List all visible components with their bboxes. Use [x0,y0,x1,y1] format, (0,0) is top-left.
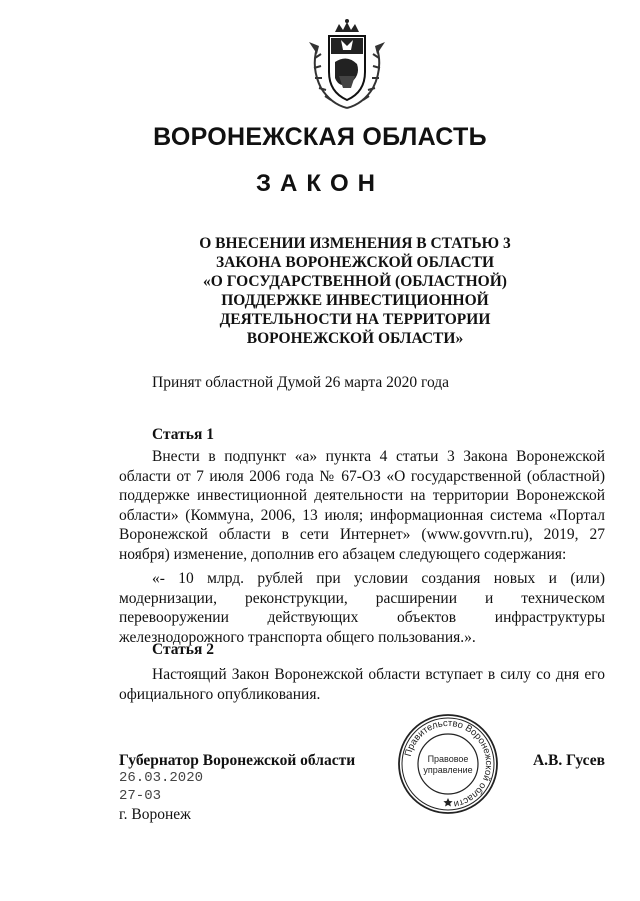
heading-line: ПОДДЕРЖКЕ ИНВЕСТИЦИОННОЙ [221,292,489,309]
heading-line: «О ГОСУДАРСТВЕННОЙ (ОБЛАСТНОЙ) [203,273,507,290]
signing-city: г. Воронеж [119,806,191,823]
official-stamp-icon [396,712,500,816]
article-2-text: Настоящий Закон Воронежской области вступает в силу со дня его официального опубликования. [119,666,605,703]
article-2-title: Статья 2 [152,641,214,658]
heading-line: ВОРОНЕЖСКОЙ ОБЛАСТИ» [246,330,464,347]
stamp-center-line: управление [423,765,473,775]
stamp-center-line: Правовое [427,754,469,764]
heading-line: ЗАКОНА ВОРОНЕЖСКОЙ ОБЛАСТИ [215,254,495,271]
article-1-text: Внести в подпункт «а» пункта 4 статьи 3 Закона Воронежской области от 7 июля 2006 года № 67-ОЗ «О государственной (областной) поддержке инвестиционной деятельности на территории Воронежской области» (Коммуна, 2006, 13 июля; информационная система «Портал Воронежской области в сети Интернет» (www.govvrn.ru), 2019, 27 ноября) изменение, дополнив его абзацем следующего содержания: [119,448,605,563]
article-1-quote: «- 10 млрд. рублей при условии создания новых и (или) модернизации, реконструкции, расширении и техническом перевооружении действующих объектов инфраструктуры железнодорожного транспорта общего пользования.». [119,570,605,646]
stamp-star-icon [443,798,452,807]
heading-line: ДЕЯТЕЛЬНОСТИ НА ТЕРРИТОРИИ [219,311,491,328]
adoption-note: Принят областной Думой 26 марта 2020 года [152,374,450,391]
heading-line: О ВНЕСЕНИИ ИЗМЕНЕНИЯ В СТАТЬЮ 3 [199,235,511,252]
document-type: ЗАКОН [255,170,384,197]
signatory-title: Губернатор Воронежской области [119,752,356,769]
document-heading [150,234,560,348]
signing-date: 26.03.2020 [119,770,204,786]
stamp-ring-text: Правительство Воронежской области [402,717,495,810]
law-number: 27-03 [119,788,162,804]
article-1-title: Статья 1 [152,426,214,443]
signatory-name: А.В. Гусев [532,752,605,769]
coat-of-arms-icon [305,18,389,114]
region-title: ВОРОНЕЖСКАЯ ОБЛАСТЬ [153,123,487,151]
